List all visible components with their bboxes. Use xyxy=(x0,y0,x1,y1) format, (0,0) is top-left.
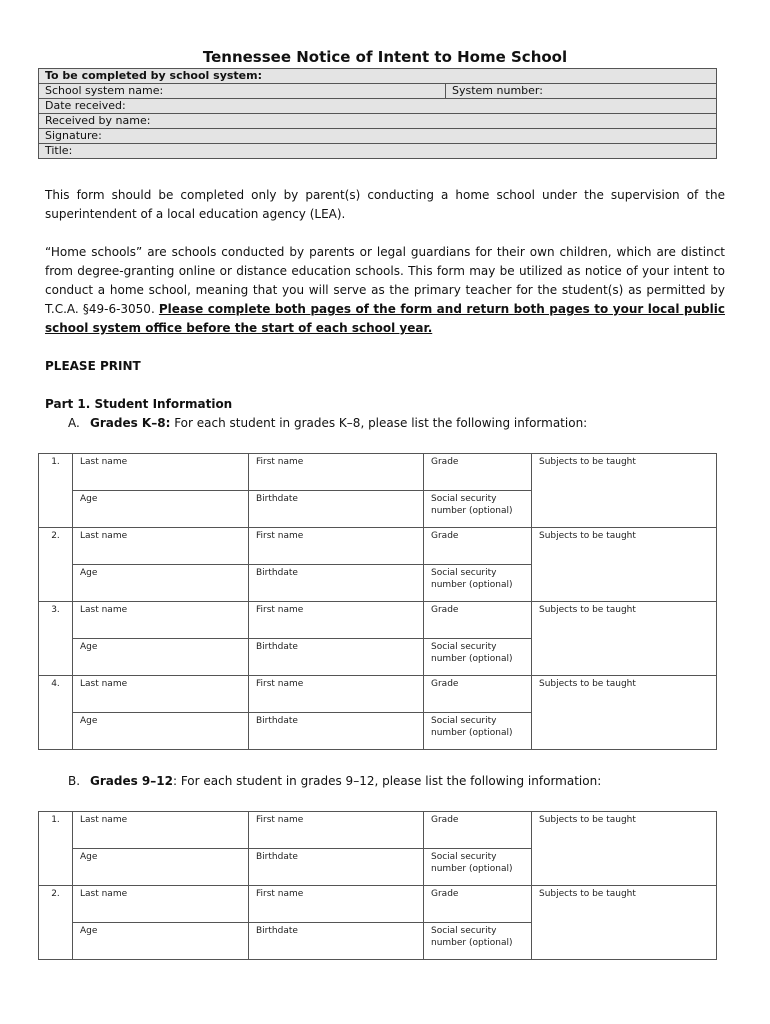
birthdate-field[interactable]: Birthdate xyxy=(249,639,424,676)
first-name-field[interactable]: First name xyxy=(249,812,424,849)
birthdate-field[interactable]: Birthdate xyxy=(249,491,424,528)
section-a-letter: A. xyxy=(68,416,80,430)
signature-field[interactable]: Signature: xyxy=(39,129,717,144)
grade-field[interactable]: Grade xyxy=(424,812,532,849)
student-number: 2. xyxy=(39,528,73,602)
student-row xyxy=(39,528,717,565)
age-field[interactable]: Age xyxy=(73,491,249,528)
grade-field[interactable]: Grade xyxy=(424,602,532,639)
ssn-field[interactable]: Social security number (optional) xyxy=(424,639,532,676)
grade-field[interactable]: Grade xyxy=(424,886,532,923)
student-number: 2. xyxy=(39,886,73,960)
section-a-grades: Grades K–8: xyxy=(90,416,171,430)
student-row xyxy=(39,602,717,639)
last-name-field[interactable]: Last name xyxy=(73,812,249,849)
age-field[interactable]: Age xyxy=(73,713,249,750)
section-a-heading xyxy=(68,416,587,430)
student-number: 3. xyxy=(39,602,73,676)
intro-instruction: Please complete both pages of the form and return both pages to your local public school system office before the start of each school year. xyxy=(45,302,725,335)
first-name-field[interactable]: First name xyxy=(249,676,424,713)
intro-paragraph-2 xyxy=(45,243,725,338)
student-number: 4. xyxy=(39,676,73,750)
section-b-letter: B. xyxy=(68,774,81,788)
grades-9-12-table xyxy=(38,811,717,960)
last-name-field[interactable]: Last name xyxy=(73,886,249,923)
system-number-field[interactable]: System number: xyxy=(446,84,717,99)
ssn-field[interactable]: Social security number (optional) xyxy=(424,923,532,960)
school-box-header: To be completed by school system: xyxy=(39,69,717,84)
ssn-field[interactable]: Social security number (optional) xyxy=(424,491,532,528)
section-b-heading xyxy=(68,774,601,788)
first-name-field[interactable]: First name xyxy=(249,602,424,639)
first-name-field[interactable]: First name xyxy=(249,528,424,565)
received-by-field[interactable]: Received by name: xyxy=(39,114,717,129)
student-row xyxy=(39,454,717,491)
last-name-field[interactable]: Last name xyxy=(73,454,249,491)
student-number: 1. xyxy=(39,812,73,886)
section-b-text: : For each student in grades 9–12, please list the following information: xyxy=(172,774,602,788)
subjects-field[interactable]: Subjects to be taught xyxy=(532,528,717,602)
school-system-name-field[interactable]: School system name: xyxy=(39,84,446,99)
ssn-field[interactable]: Social security number (optional) xyxy=(424,565,532,602)
age-field[interactable]: Age xyxy=(73,639,249,676)
last-name-field[interactable]: Last name xyxy=(73,602,249,639)
student-row xyxy=(39,676,717,713)
age-field[interactable]: Age xyxy=(73,849,249,886)
grade-field[interactable]: Grade xyxy=(424,676,532,713)
page-title: Tennessee Notice of Intent to Home School xyxy=(202,48,568,66)
student-number: 1. xyxy=(39,454,73,528)
birthdate-field[interactable]: Birthdate xyxy=(249,565,424,602)
section-a-text: For each student in grades K–8, please list the following information: xyxy=(174,416,588,430)
age-field[interactable]: Age xyxy=(73,923,249,960)
birthdate-field[interactable]: Birthdate xyxy=(249,713,424,750)
intro-paragraph-1: This form should be completed only by parent(s) conducting a home school under the supervision of the superintendent of a local education agency (LEA). xyxy=(45,188,725,221)
ssn-field[interactable]: Social security number (optional) xyxy=(424,713,532,750)
date-received-field[interactable]: Date received: xyxy=(39,99,717,114)
first-name-field[interactable]: First name xyxy=(249,886,424,923)
subjects-field[interactable]: Subjects to be taught xyxy=(532,454,717,528)
title-field[interactable]: Title: xyxy=(39,144,717,159)
student-row xyxy=(39,812,717,849)
birthdate-field[interactable]: Birthdate xyxy=(249,849,424,886)
last-name-field[interactable]: Last name xyxy=(73,676,249,713)
subjects-field[interactable]: Subjects to be taught xyxy=(532,812,717,886)
ssn-field[interactable]: Social security number (optional) xyxy=(424,849,532,886)
grades-k8-table xyxy=(38,453,717,750)
subjects-field[interactable]: Subjects to be taught xyxy=(532,602,717,676)
subjects-field[interactable]: Subjects to be taught xyxy=(532,676,717,750)
part1-heading: Part 1. Student Information xyxy=(45,397,233,411)
age-field[interactable]: Age xyxy=(73,565,249,602)
birthdate-field[interactable]: Birthdate xyxy=(249,923,424,960)
first-name-field[interactable]: First name xyxy=(249,454,424,491)
student-row xyxy=(39,886,717,923)
please-print-label: PLEASE PRINT xyxy=(45,359,141,373)
grade-field[interactable]: Grade xyxy=(424,528,532,565)
grade-field[interactable]: Grade xyxy=(424,454,532,491)
intro-paragraph-2-text: “Home schools” are schools conducted by parents or legal guardians for their own children, which are distinct from degree-granting online or distance education schools. This form may be utilized as notice of your intent to conduct a home school, meaning that you will serve as the primary teacher for the student(s) as permitted by T.C.A. §49-6-3050. xyxy=(45,245,725,316)
subjects-field[interactable]: Subjects to be taught xyxy=(532,886,717,960)
school-system-box xyxy=(38,68,717,159)
section-b-grades: Grades 9–12 xyxy=(90,774,173,788)
last-name-field[interactable]: Last name xyxy=(73,528,249,565)
